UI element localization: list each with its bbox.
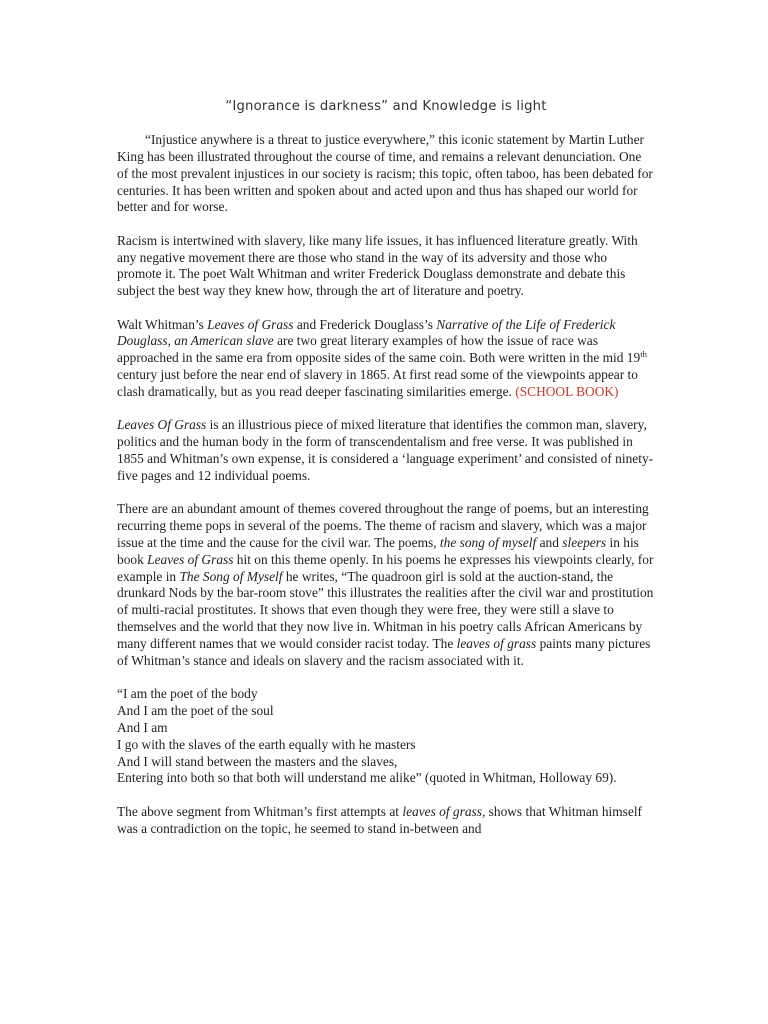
book-title-leaves-of-grass: leaves of grass: [456, 635, 537, 651]
text-run: he writes, “The quadroon girl is sold at the auction-stand, the drunkard Nods by the bar-room stove” this illustrates the realities after the civil war and prostitution of multi-racial prostitutes. It shows that even though they were free, they were still a slave to themselves and the world that they now live in. Whitman in his poetry calls African Americans by many different names that we would consider racist today. The: [117, 568, 654, 651]
paragraph-themes: [117, 501, 655, 669]
text-run: paints many pictures of Whitman’s stance and ideals on slavery and the racism associated with it.: [117, 635, 651, 668]
book-title-narrative: Narrative of the Life of Frederick Douglass, an American slave: [117, 316, 616, 349]
text-run: in his book: [117, 534, 639, 567]
paragraph-intro: “Injustice anywhere is a threat to justice everywhere,” this iconic statement by Martin Luther King has been illustrated throughout the course of time, and remains a relevant denunciation. One of the most prevalent injustices in our society is racism; this topic, often taboo, has been debated for centuries. It has been written and spoken about and acted upon and thus has shaped our world for better and for worse.: [117, 132, 653, 215]
book-title-leaves-of-grass: Leaves Of Grass: [117, 417, 207, 433]
paragraph-analysis: [117, 804, 655, 838]
poem-line: And I am: [117, 719, 168, 735]
text-run: and Frederick Douglass’s: [293, 316, 437, 332]
poem-quote: [117, 686, 655, 787]
poem-line: Entering into both so that both will understand me alike” (quoted in Whitman, Holloway 69).: [117, 770, 617, 786]
paragraph-leaves-of-grass: [117, 417, 655, 484]
text-run: Walt Whitman’s: [117, 316, 208, 332]
document-title: “Ignorance is darkness” and Knowledge is light: [225, 99, 547, 114]
text-run: shows that Whitman himself was a contradiction on the topic, he seemed to stand in-between and: [117, 803, 643, 836]
text-run: hit on this theme openly. In his poems he expresses his viewpoints clearly, for example in: [117, 551, 654, 584]
text-run: century just before the near end of slavery in 1865. At first read some of the viewpoints appear to clash dramatically, but as you read deeper fascinating similarities emerge.: [117, 367, 638, 399]
paragraph-comparison: [117, 317, 655, 401]
poem-title-song-of-myself: The Song of Myself: [179, 568, 283, 584]
poem-line: And I will stand between the masters and the slaves,: [117, 753, 398, 769]
text-run: are two great literary examples of how the issue of race was approached in the same era from opposite sides of the same coin. Both were written in the mid 19: [117, 333, 641, 366]
poem-line: I go with the slaves of the earth equally with he masters: [117, 736, 416, 752]
poem-line: And I am the poet of the soul: [117, 702, 274, 718]
text-run: is an illustrious piece of mixed literature that identifies the common man, slavery, politics and the human body in the form of transcendentalism and free verse. It was published in 1855 and Whitman’s own expense, it is considered a ‘language experiment’ and consisted of ninety-five pages and 12 individual poems.: [117, 417, 654, 483]
book-title-leaves-of-grass: leaves of grass,: [402, 803, 486, 819]
book-title-leaves-of-grass: Leaves of Grass: [207, 316, 294, 332]
citation-school-book: (SCHOOL BOOK): [515, 383, 619, 399]
poem-title-song-of-myself: the song of myself: [439, 534, 537, 550]
book-title-leaves-of-grass: Leaves of Grass: [147, 551, 234, 567]
poem-line: “I am the poet of the body: [117, 686, 258, 702]
text-run: and: [536, 534, 563, 550]
text-run: The above segment from Whitman’s first attempts at: [117, 803, 403, 819]
document-page: [117, 98, 655, 854]
text-run: There are an abundant amount of themes covered throughout the range of poems, but an interesting recurring theme pops in several of the poems. The theme of racism and slavery, which was a major issue at the time and the cause for the civil war. The poems,: [117, 501, 649, 550]
superscript-th: th: [640, 349, 647, 360]
paragraph-racism-slavery: Racism is intertwined with slavery, like many life issues, it has influenced literature greatly. With any negative movement there are those who stand in the way of its adversity and those who promote it. The poet Walt Whitman and writer Frederick Douglass demonstrate and debate this subject the best way they knew how, through the art of literature and poetry.: [117, 232, 638, 299]
poem-title-sleepers: sleepers: [562, 534, 607, 550]
